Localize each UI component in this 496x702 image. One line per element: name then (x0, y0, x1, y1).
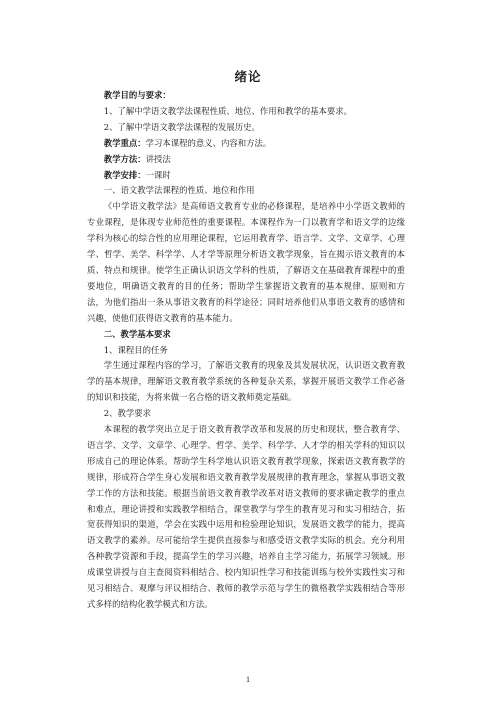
task-paragraph: 学生通过课程内容的学习，了解语文教育的现象及其发展状况，认识语文教育教学的基本规律，理解语文教育教学系统的各种复杂关系，掌握开展语文教学工作必备的知识和技能，为将来做一名合格的语文教师奠定基础。 (87, 360, 405, 403)
focus-line (87, 136, 405, 152)
document-body (87, 88, 405, 613)
focus-text: 学习本课程的意义、内容和方法。 (145, 137, 272, 148)
goal-item-2: 2、了解中学语文教学法课程的发展历史。 (103, 121, 260, 132)
method-text: 讲授法 (145, 153, 171, 164)
schedule-line (87, 168, 405, 184)
schedule-text: 一课时 (145, 169, 171, 180)
page-number: 1 (246, 675, 250, 684)
part1-paragraph: 《中学语文教学法》是高师语文教育专业的必修课程，是培养中小学语文教师的专业课程，是体现专业师范性的重要课程。本课程作为一门以教育学和语文学的边缘学科为核心的综合性的应用理论课程，它运用教育学、语言学、文学、文章学、心理学、哲学、美学、科学学、人才学等原理分析语文教学现象，旨在揭示语文教育的本质、特点和规律。使学生正确认识语文学科的性质，了解语文在基础教育课程中的重要地位，明确语文教育的目的任务；帮助学生掌握语文教育的基本规律、原则和方法，为他们指出一条从事语文教育的科学途径；同时培养他们从事语文教育的感情和兴趣，使他们获得语文教育的基本能力。 (87, 201, 405, 323)
method-line (87, 152, 405, 168)
goals-heading: 教学目的与要求： (103, 90, 171, 100)
requirements-paragraph: 本课程的教学突出立足于语文教育教学改革和发展的历史和现状，整合教育学、语言学、文学、文章学、心理学、哲学、美学、科学学、人才学的相关学科的知识以形成自己的理论体系。帮助学生科学地认识语文教育教学现象，探索语文教育教学的规律，形成符合学生身心发展和语文教育教学发展规律的教育理念，掌握从事语文教学工作的方法和技能。根据当前语文教育教学改革对语文教师的要求确定教学的重点和难点，理论讲授和实践教学相结合，课堂教学与学生的教育见习和实习相结合，拓宽获得知识的渠道，学会在实践中运用和检验理论知识，发展语文教学的能力，提高语文教学的素养。尽可能给学生提供直接参与和感受语文教学实际的机会。充分利用各种教学资源和手段，提高学生的学习兴趣，培养自主学习能力，拓展学习领域。形成课堂讲授与自主查阅资料相结合、校内知识性学习和技能训练与校外实践性实习和见习相结合、观摩与评议相结合、教师的教学示范与学生的微格教学实践相结合等形式多样的结构化教学模式和方法。 (87, 424, 405, 609)
part1-heading: 一、语文教学法课程的性质、地位和作用 (103, 185, 255, 196)
method-label: 教学方法： (103, 153, 146, 164)
requirements-heading: 2、教学要求 (103, 408, 151, 419)
schedule-label: 教学安排： (103, 169, 146, 180)
goal-item-1: 1、了解中学语文教学法课程性质、地位、作用和教学的基本要求。 (103, 105, 352, 116)
focus-label: 教学重点： (103, 137, 146, 148)
part2-heading: 二、教学基本要求 (103, 328, 171, 339)
page-title: 绪论 (234, 69, 262, 84)
task-heading: 1、课程目的任务 (103, 344, 168, 355)
